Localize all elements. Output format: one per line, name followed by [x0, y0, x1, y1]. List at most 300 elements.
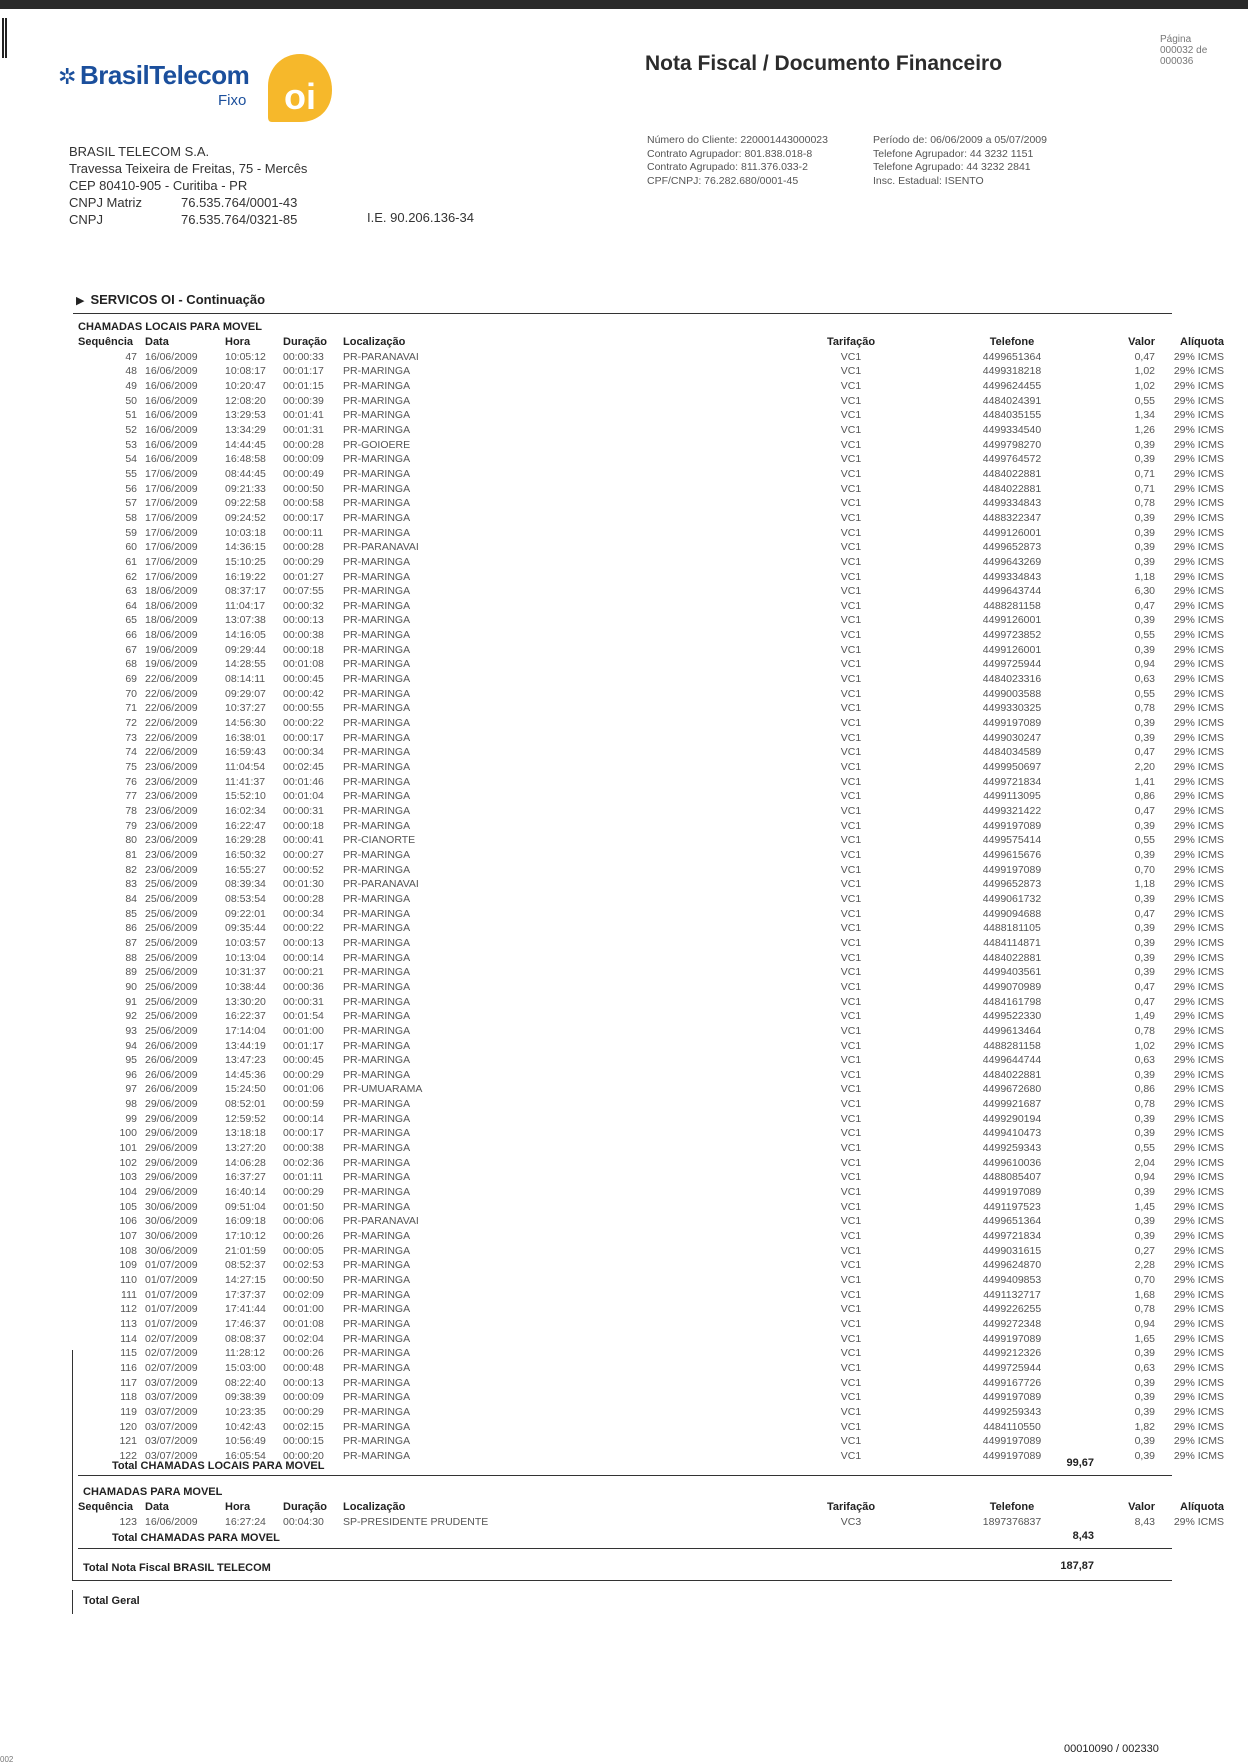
- duracao-cell: 00:01:00: [283, 1303, 324, 1316]
- localizacao-cell: PR-MARINGA: [343, 1244, 411, 1257]
- hora-cell: 10:13:04: [225, 951, 266, 964]
- seq-cell: 86: [125, 922, 137, 935]
- table-row: [78, 1141, 1224, 1156]
- telefone-cell: 4484161798: [982, 995, 1042, 1008]
- tarifacao-cell: VC1: [840, 438, 862, 451]
- localizacao-cell: PR-MARINGA: [343, 1098, 411, 1111]
- aliquota-cell: 29% ICMS: [1173, 790, 1224, 803]
- table-row: [78, 379, 1224, 394]
- hora-cell: 09:22:01: [225, 907, 266, 920]
- table-row: [78, 657, 1224, 672]
- valor-cell: 2,20: [1134, 761, 1155, 774]
- oi-logo-text: oi: [284, 76, 316, 117]
- seq-cell: 90: [125, 980, 137, 993]
- date-cell: 03/07/2009: [145, 1376, 198, 1389]
- aliquota-cell: 29% ICMS: [1173, 1010, 1224, 1023]
- aliquota-cell: 29% ICMS: [1173, 1405, 1224, 1418]
- telefone-cell: 4499126001: [982, 614, 1042, 627]
- duracao-cell: 00:00:29: [283, 1186, 324, 1199]
- valor-cell: 2,04: [1134, 1156, 1155, 1169]
- duracao-cell: 00:01:08: [283, 658, 324, 671]
- valor-cell: 0,39: [1134, 511, 1155, 524]
- aliquota-cell: 29% ICMS: [1173, 966, 1224, 979]
- col-aliquota: Alíquota: [1180, 1501, 1224, 1513]
- valor-cell: 0,39: [1134, 892, 1155, 905]
- aliquota-cell: 29% ICMS: [1173, 1391, 1224, 1404]
- tarifacao-cell: VC1: [840, 1274, 862, 1286]
- valor-cell: 1,82: [1134, 1420, 1155, 1433]
- col-hora: Hora: [225, 336, 251, 348]
- aliquota-cell: 29% ICMS: [1173, 1112, 1224, 1125]
- aliquota-cell: 29% ICMS: [1173, 1376, 1224, 1389]
- telefone-cell: 4488281158: [983, 599, 1041, 612]
- valor-cell: 0,47: [1134, 746, 1155, 759]
- localizacao-cell: PR-MARINGA: [343, 585, 411, 598]
- scan-edge-mark: [2, 18, 11, 62]
- grand-total-label: Total Geral: [83, 1595, 140, 1607]
- seq-cell: 93: [125, 1024, 137, 1037]
- tarifacao-cell: VC1: [840, 790, 862, 803]
- date-cell: 17/06/2009: [145, 467, 198, 480]
- valor-cell: 1,45: [1134, 1200, 1155, 1213]
- tarifacao-cell: VC1: [840, 453, 862, 466]
- company-address: Travessa Teixeira de Freitas, 75 - Mercês: [69, 161, 308, 176]
- table-row: [78, 804, 1224, 819]
- customer-info-left: [647, 134, 828, 188]
- seq-cell: 83: [125, 878, 137, 891]
- hora-cell: 13:29:53: [225, 409, 266, 422]
- locais-rule: [78, 1475, 1172, 1476]
- seq-cell: 82: [125, 863, 137, 876]
- valor-cell: 0,39: [1134, 541, 1155, 554]
- duracao-cell: 00:01:04: [283, 790, 324, 803]
- hora-cell: 09:21:33: [225, 482, 266, 495]
- hora-cell: 14:27:15: [225, 1274, 266, 1286]
- localizacao-cell: PR-MARINGA: [343, 643, 411, 656]
- telefone-cell: 4484022881: [982, 467, 1042, 480]
- duracao-cell: 00:00:26: [283, 1230, 324, 1243]
- hora-cell: 16:27:24: [225, 1515, 266, 1528]
- table-row: [78, 467, 1224, 482]
- tarifacao-cell: VC1: [840, 775, 862, 788]
- tarifacao-cell: VC1: [840, 1230, 862, 1243]
- aliquota-cell: 29% ICMS: [1173, 409, 1224, 422]
- hora-cell: 09:51:04: [225, 1200, 266, 1213]
- table-row: [78, 1258, 1224, 1273]
- seq-cell: 71: [125, 702, 137, 715]
- grand-total-mark: [72, 1590, 73, 1614]
- aliquota-cell: 29% ICMS: [1173, 863, 1224, 876]
- seq-cell: 113: [120, 1317, 137, 1330]
- valor-cell: 0,78: [1134, 1303, 1155, 1316]
- cnpj-label: CNPJ: [69, 212, 103, 227]
- duracao-cell: 00:01:41: [283, 409, 324, 422]
- tarifacao-cell: VC1: [840, 658, 862, 671]
- cpf-cnpj: CPF/CNPJ: 76.282.680/0001-45: [647, 174, 799, 187]
- cnpj-matriz-row: [69, 194, 307, 211]
- inscricao-estadual: I.E. 90.206.136-34: [367, 210, 474, 225]
- corner-mark: 002: [0, 1755, 14, 1764]
- hora-cell: 11:41:37: [225, 775, 266, 788]
- aliquota-cell: 29% ICMS: [1173, 878, 1224, 891]
- tarifacao-cell: VC1: [840, 687, 862, 700]
- telefone-cell: 4499167726: [982, 1376, 1042, 1389]
- localizacao-cell: PR-MARINGA: [343, 1200, 411, 1213]
- valor-cell: 1,41: [1134, 775, 1155, 788]
- seq-cell: 123: [119, 1515, 137, 1528]
- telefone-cell: 4499644744: [982, 1054, 1042, 1067]
- tarifacao-cell: VC1: [840, 761, 862, 774]
- localizacao-cell: PR-MARINGA: [343, 1230, 411, 1243]
- seq-cell: 96: [125, 1068, 137, 1081]
- duracao-cell: 00:00:31: [283, 995, 324, 1008]
- localizacao-cell: PR-MARINGA: [343, 746, 411, 759]
- table-row: [78, 907, 1224, 922]
- seq-cell: 54: [125, 453, 137, 466]
- col-data: Data: [145, 336, 169, 348]
- table-row: [78, 438, 1224, 453]
- seq-cell: 52: [125, 423, 137, 436]
- duracao-cell: 00:00:28: [283, 541, 324, 554]
- tarifacao-cell: VC1: [840, 365, 862, 378]
- tarifacao-cell: VC1: [840, 966, 862, 979]
- date-cell: 16/06/2009: [145, 1515, 198, 1528]
- duracao-cell: 00:00:50: [283, 482, 324, 495]
- col-telefone: Telefone: [989, 1501, 1035, 1513]
- seq-cell: 78: [125, 805, 137, 817]
- valor-cell: 0,39: [1134, 453, 1155, 466]
- seq-cell: 59: [125, 526, 137, 539]
- tarifacao-cell: VC1: [840, 1068, 862, 1081]
- seq-cell: 114: [120, 1332, 137, 1345]
- table-row: [78, 1097, 1224, 1112]
- telefone-cell: 1897376837: [982, 1515, 1042, 1528]
- localizacao-cell: PR-MARINGA: [343, 922, 411, 935]
- tarifacao-cell: VC1: [840, 394, 862, 407]
- localizacao-cell: PR-MARINGA: [343, 805, 411, 817]
- telefone-cell: 4484110550: [983, 1420, 1041, 1433]
- hora-cell: 16:05:54: [225, 1449, 266, 1462]
- date-cell: 16/06/2009: [145, 453, 198, 466]
- localizacao-cell: PR-MARINGA: [343, 1274, 411, 1286]
- tarifacao-cell: VC1: [840, 482, 862, 495]
- table-row: [78, 1420, 1224, 1435]
- localizacao-cell: PR-MARINGA: [343, 1112, 411, 1125]
- duracao-cell: 00:00:13: [283, 614, 324, 627]
- aliquota-cell: 29% ICMS: [1173, 643, 1224, 656]
- valor-cell: 0,39: [1134, 1449, 1155, 1462]
- valor-cell: 0,47: [1134, 350, 1155, 363]
- valor-cell: 0,63: [1134, 1054, 1155, 1067]
- table-row: [78, 511, 1224, 526]
- aliquota-cell: 29% ICMS: [1173, 951, 1224, 964]
- valor-cell: 8,43: [1134, 1515, 1155, 1528]
- date-cell: 22/06/2009: [145, 746, 198, 759]
- duracao-cell: 00:00:18: [283, 819, 324, 832]
- seq-cell: 115: [120, 1347, 137, 1360]
- duracao-cell: 00:00:17: [283, 511, 324, 524]
- date-cell: 01/07/2009: [145, 1274, 198, 1286]
- date-cell: 16/06/2009: [145, 365, 198, 378]
- tarifacao-cell: VC1: [840, 1215, 862, 1228]
- table-row: [78, 892, 1224, 907]
- table-row: [78, 350, 1224, 365]
- seq-cell: 110: [120, 1274, 137, 1286]
- duracao-cell: 00:02:09: [283, 1288, 324, 1301]
- hora-cell: 16:40:14: [225, 1186, 266, 1199]
- aliquota-cell: 29% ICMS: [1173, 1127, 1224, 1140]
- localizacao-cell: PR-MARINGA: [343, 1142, 411, 1155]
- hora-cell: 15:03:00: [225, 1361, 266, 1374]
- duracao-cell: 00:00:59: [283, 1098, 324, 1111]
- duracao-cell: 00:01:15: [283, 379, 324, 392]
- date-cell: 23/06/2009: [145, 805, 198, 817]
- seq-cell: 74: [125, 746, 137, 759]
- col-valor: Valor: [1128, 336, 1155, 348]
- movel-total-value: 8,43: [1072, 1530, 1094, 1542]
- date-cell: 22/06/2009: [145, 702, 198, 715]
- hora-cell: 10:23:35: [225, 1405, 266, 1418]
- hora-cell: 09:24:52: [225, 511, 266, 524]
- telefone-cell: 4499259343: [982, 1142, 1042, 1155]
- telefone-cell: 4499197089: [982, 819, 1042, 832]
- col-sequencia: Sequência: [78, 336, 134, 348]
- table-row: [78, 1434, 1224, 1449]
- tarifacao-cell: VC1: [840, 1186, 862, 1199]
- table-row: [78, 716, 1224, 731]
- valor-cell: 0,55: [1134, 834, 1155, 847]
- valor-cell: 0,86: [1134, 790, 1155, 803]
- valor-cell: 0,39: [1134, 526, 1155, 539]
- tarifacao-cell: VC1: [840, 379, 862, 392]
- aliquota-cell: 29% ICMS: [1173, 717, 1224, 730]
- table-row: [78, 1332, 1224, 1347]
- hora-cell: 16:22:47: [225, 819, 266, 832]
- valor-cell: 0,39: [1134, 717, 1155, 730]
- date-cell: 29/06/2009: [145, 1186, 198, 1199]
- valor-cell: 6,30: [1134, 585, 1155, 598]
- aliquota-cell: 29% ICMS: [1173, 805, 1224, 817]
- hora-cell: 09:22:58: [225, 497, 266, 510]
- date-cell: 22/06/2009: [145, 673, 198, 686]
- telefone-cell: 4499624870: [982, 1259, 1042, 1272]
- date-cell: 23/06/2009: [145, 761, 198, 774]
- localizacao-cell: PR-MARINGA: [343, 848, 411, 861]
- aliquota-cell: 29% ICMS: [1173, 1156, 1224, 1169]
- date-cell: 25/06/2009: [145, 936, 198, 949]
- telefone-cell: 4484114871: [983, 936, 1041, 949]
- duracao-cell: 00:02:04: [283, 1332, 324, 1345]
- telefone-cell: 4499652873: [982, 541, 1042, 554]
- aliquota-cell: 29% ICMS: [1173, 1024, 1224, 1037]
- duracao-cell: 00:01:11: [283, 1171, 324, 1184]
- hora-cell: 09:38:39: [225, 1391, 266, 1404]
- aliquota-cell: 29% ICMS: [1173, 1274, 1224, 1286]
- seq-cell: 98: [125, 1098, 137, 1111]
- seq-cell: 108: [119, 1244, 137, 1257]
- table-row: [78, 628, 1224, 643]
- table-row: [78, 408, 1224, 423]
- aliquota-cell: 29% ICMS: [1173, 1230, 1224, 1243]
- valor-cell: 1,65: [1134, 1332, 1155, 1345]
- valor-cell: 0,78: [1134, 1098, 1155, 1111]
- localizacao-cell: PR-MARINGA: [343, 1376, 411, 1389]
- date-cell: 23/06/2009: [145, 819, 198, 832]
- table-row: [78, 1390, 1224, 1405]
- seq-cell: 80: [125, 834, 137, 847]
- telefone-cell: 4499003588: [982, 687, 1042, 700]
- telefone-cell: 4484024391: [982, 394, 1042, 407]
- aliquota-cell: 29% ICMS: [1173, 599, 1224, 612]
- date-cell: 16/06/2009: [145, 379, 198, 392]
- localizacao-cell: PR-MARINGA: [343, 863, 411, 876]
- seq-cell: 56: [125, 482, 137, 495]
- localizacao-cell: PR-MARINGA: [343, 1347, 411, 1360]
- table-row: [78, 1039, 1224, 1054]
- valor-cell: 0,94: [1134, 658, 1155, 671]
- telefone-cell: 4499334540: [982, 423, 1042, 436]
- valor-cell: 1,49: [1134, 1010, 1155, 1023]
- col-data: Data: [145, 1501, 169, 1513]
- seq-cell: 119: [120, 1405, 137, 1418]
- duracao-cell: 00:01:00: [283, 1024, 324, 1037]
- duracao-cell: 00:07:55: [283, 585, 324, 598]
- hora-cell: 15:24:50: [225, 1083, 266, 1096]
- tarifacao-cell: VC1: [840, 1039, 862, 1052]
- seq-cell: 79: [125, 819, 137, 832]
- table-row: [78, 1200, 1224, 1215]
- date-cell: 23/06/2009: [145, 790, 198, 803]
- aliquota-cell: 29% ICMS: [1173, 1068, 1224, 1081]
- table-row: [78, 540, 1224, 555]
- telefone-cell: 4499334843: [982, 497, 1042, 510]
- company-name: BRASIL TELECOM S.A.: [69, 144, 210, 159]
- seq-cell: 49: [125, 379, 137, 392]
- aliquota-cell: 29% ICMS: [1173, 1171, 1224, 1184]
- telefone-cell: 4499197089: [982, 717, 1042, 730]
- hora-cell: 14:36:15: [225, 541, 266, 554]
- date-cell: 22/06/2009: [145, 731, 198, 744]
- duracao-cell: 00:00:14: [283, 951, 324, 964]
- hora-cell: 14:56:30: [225, 717, 266, 730]
- localizacao-cell: PR-MARINGA: [343, 1449, 411, 1462]
- col-tarifacao: Tarifação: [826, 1501, 876, 1513]
- aliquota-cell: 29% ICMS: [1173, 658, 1224, 671]
- localizacao-cell: PR-MARINGA: [343, 775, 411, 788]
- localizacao-cell: PR-MARINGA: [343, 1054, 411, 1067]
- valor-cell: 2,28: [1134, 1259, 1155, 1272]
- telefone-agrupador: Telefone Agrupador: 44 3232 1151: [873, 147, 1034, 160]
- tarifacao-cell: VC1: [840, 1156, 862, 1169]
- aliquota-cell: 29% ICMS: [1173, 1361, 1224, 1374]
- tarifacao-cell: VC1: [840, 805, 862, 817]
- valor-cell: 1,02: [1134, 379, 1155, 392]
- company-info: [69, 143, 307, 228]
- aliquota-cell: 29% ICMS: [1173, 614, 1224, 627]
- seq-cell: 62: [125, 570, 137, 583]
- telefone-cell: 4499334843: [982, 570, 1042, 583]
- hora-cell: 11:04:54: [225, 761, 266, 774]
- seq-cell: 88: [125, 951, 137, 964]
- aliquota-cell: 29% ICMS: [1173, 365, 1224, 378]
- tarifacao-cell: VC1: [840, 1127, 862, 1140]
- date-cell: 17/06/2009: [145, 482, 198, 495]
- date-cell: 30/06/2009: [145, 1215, 198, 1228]
- telefone-cell: 4499610036: [982, 1156, 1042, 1169]
- date-cell: 25/06/2009: [145, 966, 198, 979]
- duracao-cell: 00:00:29: [283, 555, 324, 568]
- hora-cell: 08:52:01: [225, 1098, 266, 1111]
- telefone-cell: 4484034589: [982, 746, 1042, 759]
- tarifacao-cell: VC1: [840, 1010, 862, 1023]
- aliquota-cell: 29% ICMS: [1173, 761, 1224, 774]
- telefone-cell: 4499921687: [982, 1098, 1042, 1111]
- movel-rule: [78, 1548, 1172, 1549]
- localizacao-cell: PR-MARINGA: [343, 453, 411, 466]
- table-row: [78, 394, 1224, 409]
- duracao-cell: 00:00:29: [283, 1405, 324, 1418]
- table-row: [78, 672, 1224, 687]
- tarifacao-cell: VC1: [840, 541, 862, 554]
- seq-cell: 117: [120, 1376, 137, 1389]
- aliquota-cell: 29% ICMS: [1173, 1420, 1224, 1433]
- hora-cell: 10:42:43: [225, 1420, 266, 1433]
- date-cell: 16/06/2009: [145, 350, 198, 363]
- valor-cell: 1,18: [1134, 570, 1155, 583]
- hora-cell: 13:07:38: [225, 614, 266, 627]
- tarifacao-cell: VC1: [840, 1244, 862, 1257]
- table-row: [78, 701, 1224, 716]
- duracao-cell: 00:00:17: [283, 731, 324, 744]
- duracao-cell: 00:00:45: [283, 1054, 324, 1067]
- section-rule: [73, 313, 1172, 314]
- valor-cell: 1,02: [1134, 1039, 1155, 1052]
- telefone-cell: 4499061732: [982, 892, 1042, 905]
- aliquota-cell: 29% ICMS: [1173, 1098, 1224, 1111]
- services-section-header: [76, 292, 1172, 307]
- localizacao-cell: PR-MARINGA: [343, 951, 411, 964]
- aliquota-cell: 29% ICMS: [1173, 702, 1224, 715]
- date-cell: 17/06/2009: [145, 511, 198, 524]
- localizacao-cell: PR-MARINGA: [343, 1068, 411, 1081]
- telefone-cell: 4499126001: [982, 526, 1042, 539]
- table-row: [78, 936, 1224, 951]
- tarifacao-cell: VC1: [840, 643, 862, 656]
- hora-cell: 13:30:20: [225, 995, 266, 1008]
- valor-cell: 0,27: [1134, 1244, 1155, 1257]
- table-row: [78, 731, 1224, 746]
- nf-total-rule: [73, 1580, 1172, 1581]
- date-cell: 17/06/2009: [145, 555, 198, 568]
- seq-cell: 104: [119, 1186, 137, 1199]
- duracao-cell: 00:00:38: [283, 1142, 324, 1155]
- localizacao-cell: PR-MARINGA: [343, 819, 411, 832]
- valor-cell: 0,39: [1134, 438, 1155, 451]
- localizacao-cell: PR-MARINGA: [343, 1156, 411, 1169]
- tarifacao-cell: VC1: [840, 1303, 862, 1316]
- seq-cell: 100: [119, 1127, 137, 1140]
- telefone-cell: 4499615676: [982, 848, 1042, 861]
- telefone-cell: 4499113095: [983, 790, 1041, 803]
- tarifacao-cell: VC1: [840, 1054, 862, 1067]
- tarifacao-cell: VC1: [840, 746, 862, 759]
- date-cell: 01/07/2009: [145, 1317, 198, 1330]
- valor-cell: 0,39: [1134, 643, 1155, 656]
- seq-cell: 89: [125, 966, 137, 979]
- telefone-cell: 4499197089: [982, 1332, 1042, 1345]
- telefone-cell: 4499197089: [982, 1391, 1042, 1404]
- tarifacao-cell: VC1: [840, 980, 862, 993]
